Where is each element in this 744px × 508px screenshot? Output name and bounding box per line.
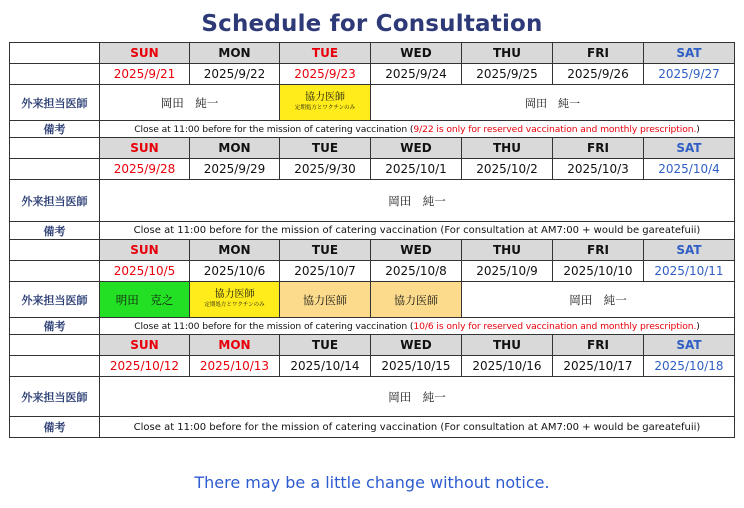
day-header-sun: SUN bbox=[100, 335, 190, 356]
date-cell: 2025/9/29 bbox=[190, 159, 280, 180]
date-cell: 2025/10/12 bbox=[100, 356, 190, 377]
day-header-sat: SAT bbox=[644, 43, 735, 64]
week2-date-row bbox=[10, 159, 735, 180]
date-cell: 2025/10/11 bbox=[644, 261, 735, 282]
date-cell: 2025/10/16 bbox=[462, 356, 553, 377]
date-cell: 2025/10/5 bbox=[100, 261, 190, 282]
cooperating-doctor-cell bbox=[190, 282, 280, 318]
remark-highlight: 10/6 is only for reserved vaccination and monthly prescription. bbox=[413, 320, 697, 332]
day-header-sun: SUN bbox=[100, 43, 190, 64]
date-cell: 2025/10/4 bbox=[644, 159, 735, 180]
doctor-cell: 岡田 純一 bbox=[462, 282, 735, 318]
week4-date-row bbox=[10, 356, 735, 377]
day-header-wed: WED bbox=[371, 240, 462, 261]
schedule-table bbox=[9, 42, 735, 438]
date-cell: 2025/10/14 bbox=[280, 356, 371, 377]
day-header-thu: THU bbox=[462, 43, 553, 64]
remark-text: Close at 11:00 before for the mission of catering vaccination ( bbox=[134, 123, 414, 135]
footer-notice: There may be a little change without notice. bbox=[194, 473, 550, 492]
week1-date-row bbox=[10, 64, 735, 85]
week4-remarks-row bbox=[10, 417, 735, 438]
cooperating-doctor-cell bbox=[280, 85, 371, 121]
week4-doctor-row bbox=[10, 377, 735, 417]
date-cell: 2025/9/22 bbox=[190, 64, 280, 85]
doctor-cell: 岡田 純一 bbox=[100, 377, 735, 417]
date-cell: 2025/10/7 bbox=[280, 261, 371, 282]
empty-corner-cell bbox=[10, 335, 100, 356]
date-cell: 2025/9/24 bbox=[371, 64, 462, 85]
empty-corner-cell bbox=[10, 138, 100, 159]
date-cell: 2025/10/17 bbox=[553, 356, 644, 377]
day-header-tue: TUE bbox=[280, 43, 371, 64]
date-cell: 2025/10/2 bbox=[462, 159, 553, 180]
remarks-row-label: 備考 bbox=[10, 222, 100, 240]
day-header-sun: SUN bbox=[100, 138, 190, 159]
day-header-wed: WED bbox=[371, 43, 462, 64]
cooperating-doctor-cell: 協力医師 bbox=[371, 282, 462, 318]
doctor-row-label: 外来担当医師 bbox=[10, 282, 100, 318]
date-cell: 2025/9/27 bbox=[644, 64, 735, 85]
week1-doctor-row bbox=[10, 85, 735, 121]
date-cell: 2025/10/1 bbox=[371, 159, 462, 180]
date-cell: 2025/10/9 bbox=[462, 261, 553, 282]
day-header-tue: TUE bbox=[280, 240, 371, 261]
day-header-mon: MON bbox=[190, 335, 280, 356]
remarks-cell bbox=[100, 318, 735, 335]
day-header-wed: WED bbox=[371, 335, 462, 356]
day-header-mon: MON bbox=[190, 240, 280, 261]
week2-remarks-row bbox=[10, 222, 735, 240]
day-header-mon: MON bbox=[190, 43, 280, 64]
remarks-cell: Close at 11:00 before for the mission of catering vaccination (For consultation at AM7:00 + would be gareatefuii) bbox=[100, 222, 735, 240]
cooperating-doctor-cell: 協力医師 bbox=[280, 282, 371, 318]
day-header-thu: THU bbox=[462, 335, 553, 356]
date-cell: 2025/10/15 bbox=[371, 356, 462, 377]
cooperating-doctor-note: 定期処方とワクチンのみ bbox=[294, 105, 356, 111]
doctor-cell-sunday: 明田 克之 bbox=[100, 282, 190, 318]
date-cell: 2025/9/25 bbox=[462, 64, 553, 85]
empty-label-cell bbox=[10, 64, 100, 85]
day-header-sat: SAT bbox=[644, 138, 735, 159]
date-cell: 2025/9/21 bbox=[100, 64, 190, 85]
week1-remarks-row bbox=[10, 121, 735, 138]
page-title: Schedule for Consultation bbox=[201, 11, 543, 37]
remark-text-end: ) bbox=[696, 320, 700, 332]
doctor-cell: 岡田 純一 bbox=[100, 180, 735, 222]
week2-day-header-row bbox=[10, 138, 735, 159]
date-cell: 2025/10/3 bbox=[553, 159, 644, 180]
remarks-row-label: 備考 bbox=[10, 417, 100, 438]
day-header-sat: SAT bbox=[644, 335, 735, 356]
date-cell: 2025/9/28 bbox=[100, 159, 190, 180]
remark-text: Close at 11:00 before for the mission of catering vaccination ( bbox=[134, 320, 414, 332]
empty-corner-cell bbox=[10, 43, 100, 64]
day-header-sun: SUN bbox=[100, 240, 190, 261]
week3-doctor-row bbox=[10, 282, 735, 318]
date-cell: 2025/9/23 bbox=[280, 64, 371, 85]
day-header-thu: THU bbox=[462, 240, 553, 261]
doctor-row-label: 外来担当医師 bbox=[10, 180, 100, 222]
day-header-mon: MON bbox=[190, 138, 280, 159]
remarks-row-label: 備考 bbox=[10, 121, 100, 138]
day-header-wed: WED bbox=[371, 138, 462, 159]
day-header-tue: TUE bbox=[280, 138, 371, 159]
remark-text-end: ) bbox=[696, 123, 700, 135]
date-cell: 2025/10/13 bbox=[190, 356, 280, 377]
remarks-cell: Close at 11:00 before for the mission of catering vaccination (For consultation at AM7:00 + would be gareatefuii) bbox=[100, 417, 735, 438]
date-cell: 2025/10/18 bbox=[644, 356, 735, 377]
week3-day-header-row bbox=[10, 240, 735, 261]
remarks-row-label: 備考 bbox=[10, 318, 100, 335]
doctor-row-label: 外来担当医師 bbox=[10, 377, 100, 417]
empty-corner-cell bbox=[10, 240, 100, 261]
week1-day-header-row bbox=[10, 43, 735, 64]
week3-remarks-row bbox=[10, 318, 735, 335]
week4-day-header-row bbox=[10, 335, 735, 356]
date-cell: 2025/10/10 bbox=[553, 261, 644, 282]
doctor-row-label: 外来担当医師 bbox=[10, 85, 100, 121]
date-cell: 2025/10/6 bbox=[190, 261, 280, 282]
day-header-fri: FRI bbox=[553, 138, 644, 159]
week2-doctor-row bbox=[10, 180, 735, 222]
week3-date-row bbox=[10, 261, 735, 282]
day-header-sat: SAT bbox=[644, 240, 735, 261]
date-cell: 2025/10/8 bbox=[371, 261, 462, 282]
day-header-fri: FRI bbox=[553, 240, 644, 261]
day-header-fri: FRI bbox=[553, 335, 644, 356]
day-header-tue: TUE bbox=[280, 335, 371, 356]
day-header-fri: FRI bbox=[553, 43, 644, 64]
cooperating-doctor-title: 協力医師 bbox=[305, 92, 345, 103]
date-cell: 2025/9/26 bbox=[553, 64, 644, 85]
date-cell: 2025/9/30 bbox=[280, 159, 371, 180]
empty-label-cell bbox=[10, 356, 100, 377]
remarks-cell bbox=[100, 121, 735, 138]
empty-label-cell bbox=[10, 261, 100, 282]
day-header-thu: THU bbox=[462, 138, 553, 159]
empty-label-cell bbox=[10, 159, 100, 180]
remark-highlight: 9/22 is only for reserved vaccination and monthly prescription. bbox=[413, 123, 697, 135]
doctor-cell: 岡田 純一 bbox=[371, 85, 735, 121]
doctor-cell: 岡田 純一 bbox=[100, 85, 280, 121]
cooperating-doctor-note: 定期処方とワクチンのみ bbox=[204, 302, 265, 308]
cooperating-doctor-title: 協力医師 bbox=[214, 289, 255, 300]
